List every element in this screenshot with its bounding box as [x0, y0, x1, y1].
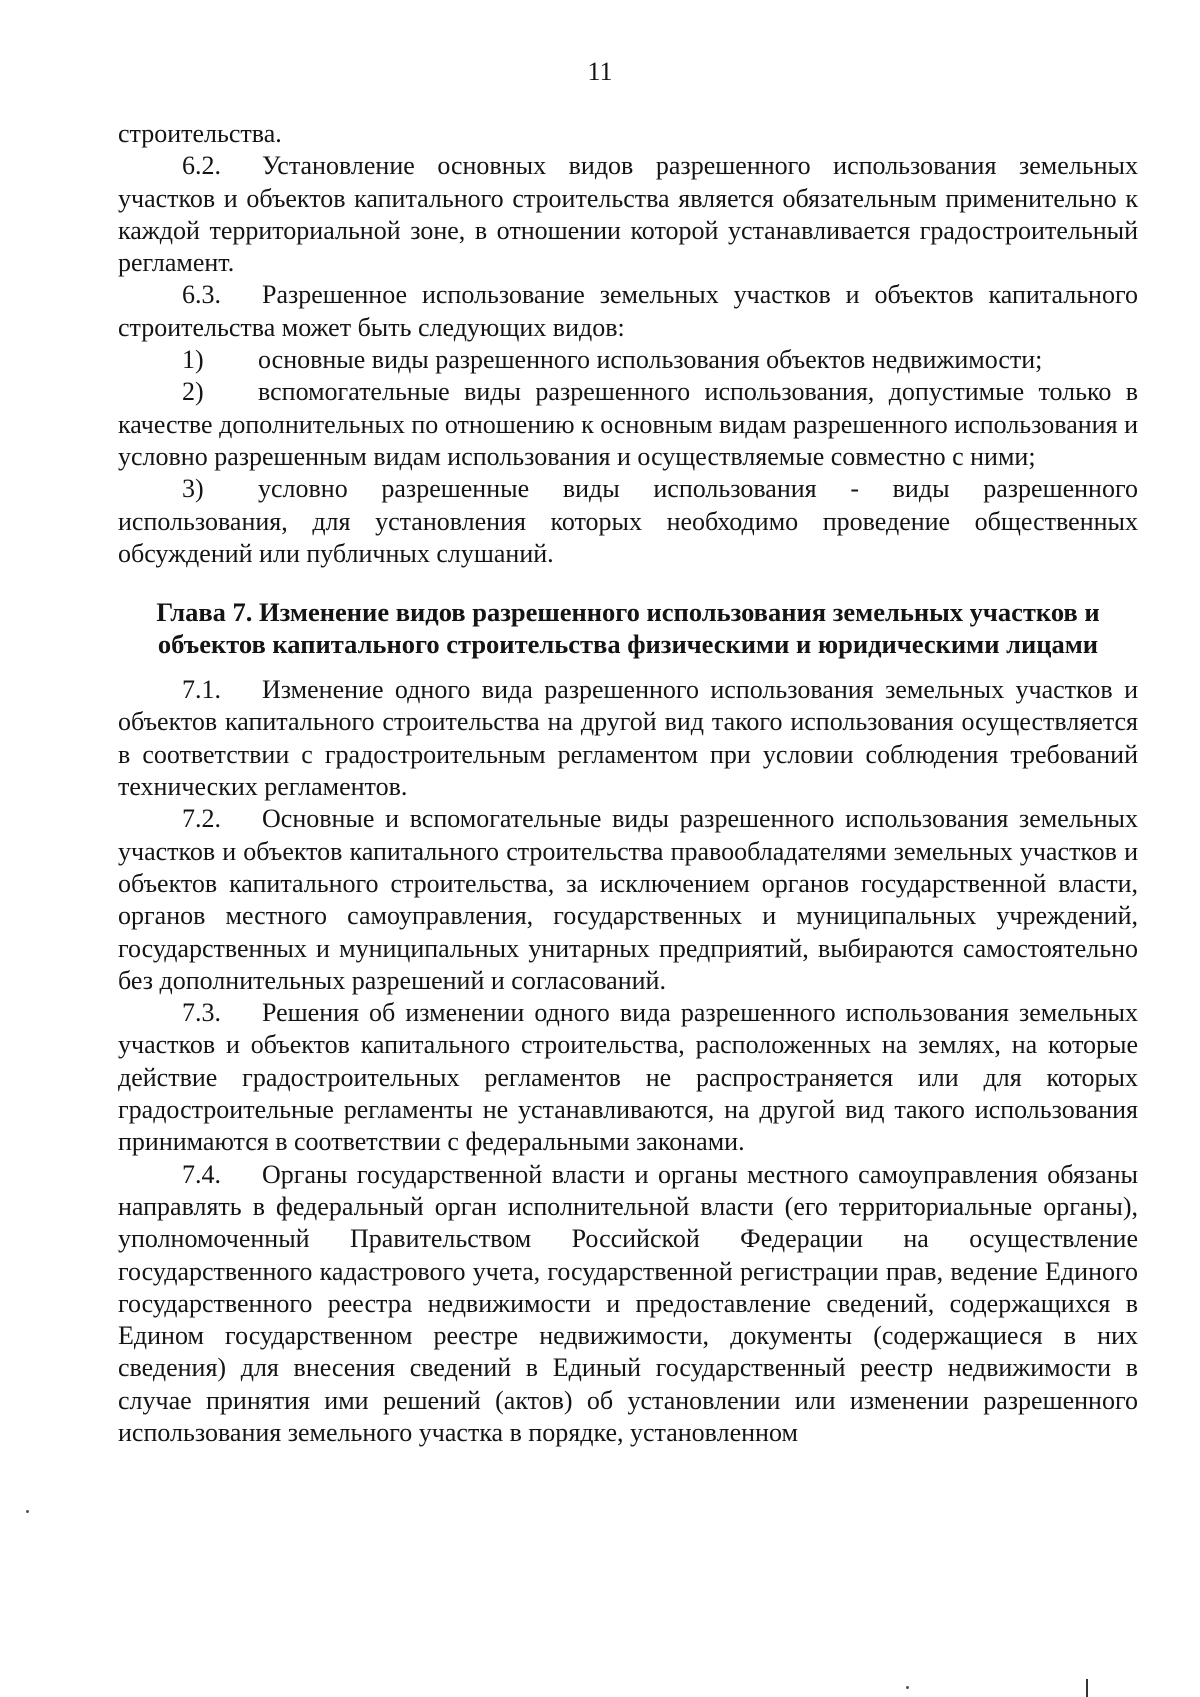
clause-number: 7.2. — [182, 804, 221, 834]
list-item-number: 2) — [182, 377, 204, 407]
clause-7-2 — [118, 803, 1138, 997]
clause-7-3 — [118, 997, 1138, 1158]
page-number: 11 — [587, 57, 613, 86]
list-item-text: вспомогательные виды разрешенного использования, допустимые только в качестве дополнительных по отношению к основным видам разрешенного использования и условно разрешенным видам использования и осуществляемые совместно с ними; — [118, 377, 1138, 471]
continuation-paragraph — [118, 118, 1138, 150]
scan-speck — [906, 1686, 909, 1689]
clause-number: 6.3. — [182, 280, 221, 310]
scan-edge-mark — [1086, 1679, 1088, 1697]
document-body — [118, 118, 1138, 1449]
chapter-heading — [118, 596, 1138, 660]
clause-6-2 — [118, 150, 1138, 279]
list-item-3 — [118, 473, 1138, 570]
list-item-text: условно разрешенные виды использования - виды разрешенного использования, для установления которых необходимо проведение общественных обсуждений или публичных слушаний. — [118, 474, 1138, 568]
clause-number: 7.3. — [182, 998, 221, 1028]
clause-text: Основные и вспомогательные виды разрешенного использования земельных участков и объектов капитального строительства правообладателями земельных участков и объектов капитального строительства, за исключением органов государственной власти, органов местного самоуправления, государственных и муниципальных учреждений, государственных и муниципальных унитарных предприятий, выбираются самостоятельно без дополнительных разрешений и согласований. — [118, 804, 1138, 995]
list-item-text: основные виды разрешенного использования объектов недвижимости; — [258, 345, 1043, 375]
clause-text: Установление основных видов разрешенного использования земельных участков и объектов капитального строительства является обязательным применительно к каждой территориальной зоне, в отношении которой устанавливается градостроительный регламент. — [118, 151, 1138, 278]
paragraph-text: строительства. — [118, 119, 282, 148]
clause-number: 7.1. — [182, 675, 221, 705]
clause-text: Органы государственной власти и органы местного самоуправления обязаны направлять в федеральный орган исполнительной власти (его территориальные органы), уполномоченный Правительством Российской Федерации на осуществление государственного кадастрового учета, государственной регистрации прав, ведение Единого государственного реестра недвижимости и предоставление сведений, содержащихся в Едином государственном реестре недвижимости, документы (содержащиеся в них сведения) для внесения сведений в Единый государственный реестр недвижимости в случае принятия ими решений (актов) об установлении или изменении разрешенного использования земельного участка в порядке, установленном — [118, 1159, 1138, 1447]
clause-text: Изменение одного вида разрешенного использования земельных участков и объектов капитального строительства на другой вид такого использования осуществляется в соответствии с градостроительным регламентом при условии соблюдения требований технических регламентов. — [118, 675, 1138, 802]
clause-7-4 — [118, 1159, 1138, 1450]
scan-speck — [26, 1510, 29, 1513]
clause-6-3 — [118, 279, 1138, 344]
clause-number: 6.2. — [182, 151, 221, 181]
chapter-heading-line: Глава 7. Изменение видов разрешенного использования земельных участков и — [156, 597, 1100, 628]
list-item-2 — [118, 376, 1138, 473]
list-item-number: 1) — [182, 345, 204, 375]
clause-7-1 — [118, 674, 1138, 803]
chapter-heading-line: объектов капитального строительства физическими и юридическими лицами — [157, 629, 1099, 660]
clause-text: Решения об изменении одного вида разрешенного использования земельных участков и объектов капитального строительства, расположенных на землях, на которые действие градостроительных регламентов не распространяется или для которых градостроительные регламенты не устанавливаются, на другой вид такого использования принимаются в соответствии с федеральными законами. — [118, 998, 1138, 1157]
list-item-number: 3) — [182, 474, 204, 504]
clause-number: 7.4. — [182, 1159, 221, 1189]
list-item-1 — [118, 344, 1138, 376]
clause-text: Разрешенное использование земельных участков и объектов капитального строительства может быть следующих видов: — [118, 280, 1138, 342]
